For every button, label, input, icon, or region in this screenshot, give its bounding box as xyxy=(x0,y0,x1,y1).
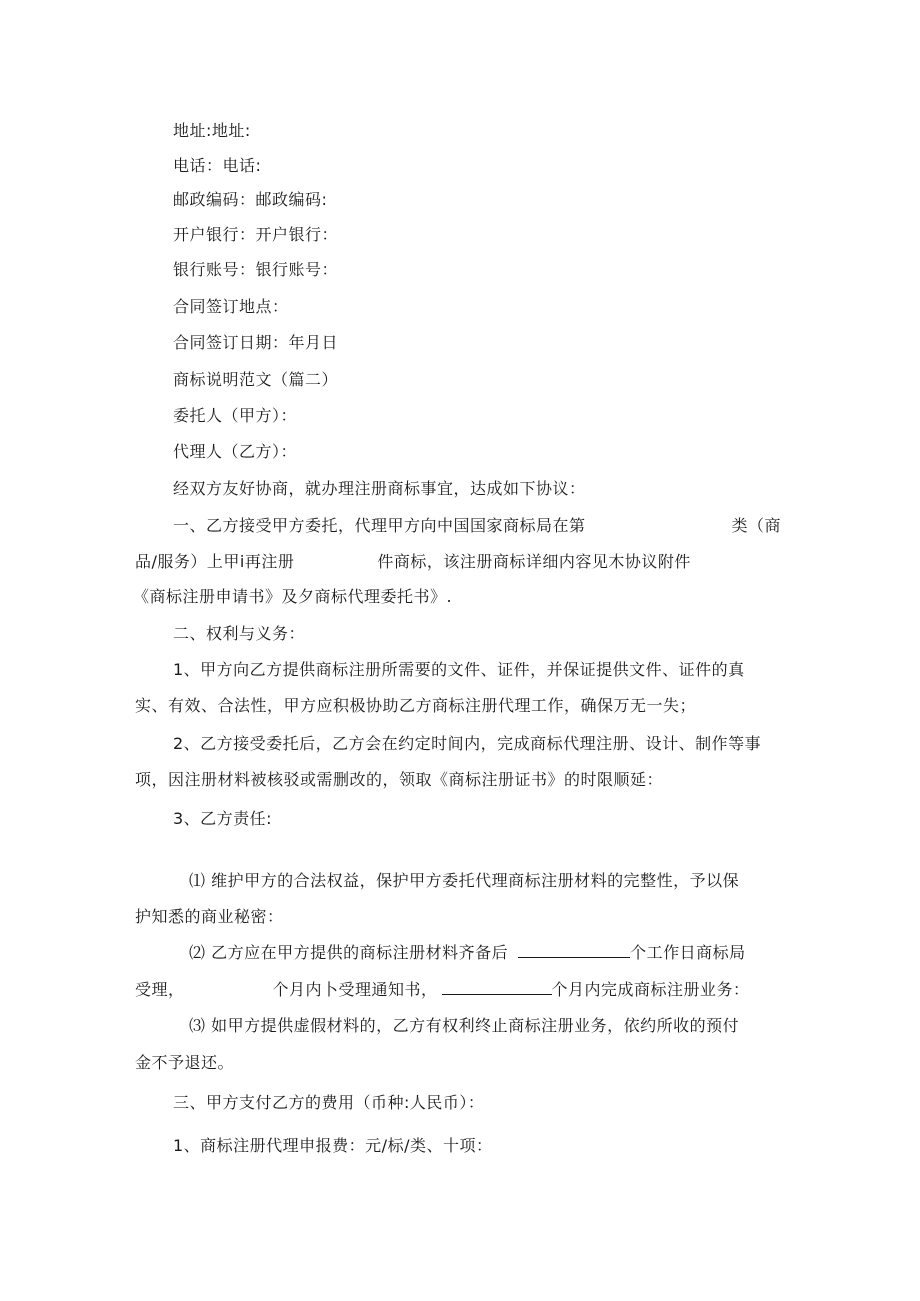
section-2-heading: 二、权利与义务： xyxy=(173,624,306,643)
sub-item-2-text-a: ⑵ 乙方应在甲方提供的商标注册材料齐备后 xyxy=(189,943,509,962)
agent-party-line: 代理人（乙方）： xyxy=(173,442,298,461)
fee-item-1: 1、商标注册代理申报费：元/标/类、十项： xyxy=(173,1136,493,1155)
client-party-line: 委托人（甲方）： xyxy=(173,406,298,425)
item-1-line-1: 1、甲方向乙方提供商标注册所需要的文件、证件，并保证提供文件、证件的真 xyxy=(173,660,745,679)
sub-item-1-line-2: 护知悉的商业秘密： xyxy=(135,907,284,926)
sub-item-2-text-c: 受理， xyxy=(135,980,185,999)
sub-item-2-text-b: 个工作日商标局 xyxy=(630,943,746,962)
sub-item-1-line-1: ⑴ 维护甲方的合法权益，保护甲方委托代理商标注册材料的完整性，予以保 xyxy=(189,871,740,890)
bank-name-line: 开户银行：开户银行： xyxy=(173,225,339,244)
item-3-heading: 3、乙方责任: xyxy=(173,809,273,828)
months-blank xyxy=(442,979,552,995)
postal-code-line: 邮政编码：邮政编码: xyxy=(173,190,328,209)
agreement-intro: 经双方友好协商，就办理注册商标事宜，达成如下协议： xyxy=(173,479,586,498)
signing-place-line: 合同签订地点： xyxy=(173,297,289,316)
item-2-line-1: 2、乙方接受委托后，乙方会在约定时间内，完成商标代理注册、设计、制作等事 xyxy=(173,734,762,753)
working-days-blank xyxy=(518,942,630,958)
clause-1-text-d: 件商标，该注册商标详细内容见木协议附件 xyxy=(377,552,691,571)
clause-1-text-a: 一、乙方接受甲方委托，代理甲方向中国国家商标局在第 xyxy=(173,516,586,535)
clause-1-text-b: 类（商 xyxy=(731,516,782,535)
clause-1-line-2 xyxy=(135,551,691,573)
clause-1-text-c: 品/服务）上甲i再注册 xyxy=(135,552,295,571)
signing-date-line: 合同签订日期：年月日 xyxy=(173,333,339,352)
sub-item-2-line-2 xyxy=(135,979,750,1001)
item-2-line-2: 项，因注册材料被核驳或需删改的，领取《商标注册证书》的时限顺延： xyxy=(135,770,664,789)
sub-item-2-text-d: 个月内卜受理通知书， xyxy=(272,980,438,999)
phone-line: 电话：电话: xyxy=(173,156,262,175)
section-3-heading: 三、甲方支付乙方的费用（币种:人民币）： xyxy=(173,1093,485,1112)
sub-item-2-text-e: 个月内完成商标注册业务： xyxy=(551,980,750,999)
sub-item-3-line-2: 金不予退还。 xyxy=(135,1053,235,1072)
bank-account-line: 银行账号：银行账号： xyxy=(173,260,339,279)
item-1-line-2: 实、有效、合法性，甲方应积极协助乙方商标注册代理工作，确保万无一失； xyxy=(135,696,697,715)
document-section-title: 商标说明范文（篇二） xyxy=(173,370,339,389)
address-line: 地址:地址: xyxy=(173,121,251,140)
clause-1-line-3: 《商标注册申请书》及夕商标代理委托书》. xyxy=(133,587,453,606)
sub-item-3-line-1: ⑶ 如甲方提供虚假材料的，乙方有权利终止商标注册业务，依约所收的预付 xyxy=(189,1016,740,1035)
clause-1-line-1 xyxy=(173,515,781,537)
sub-item-2-line-1 xyxy=(189,942,746,964)
